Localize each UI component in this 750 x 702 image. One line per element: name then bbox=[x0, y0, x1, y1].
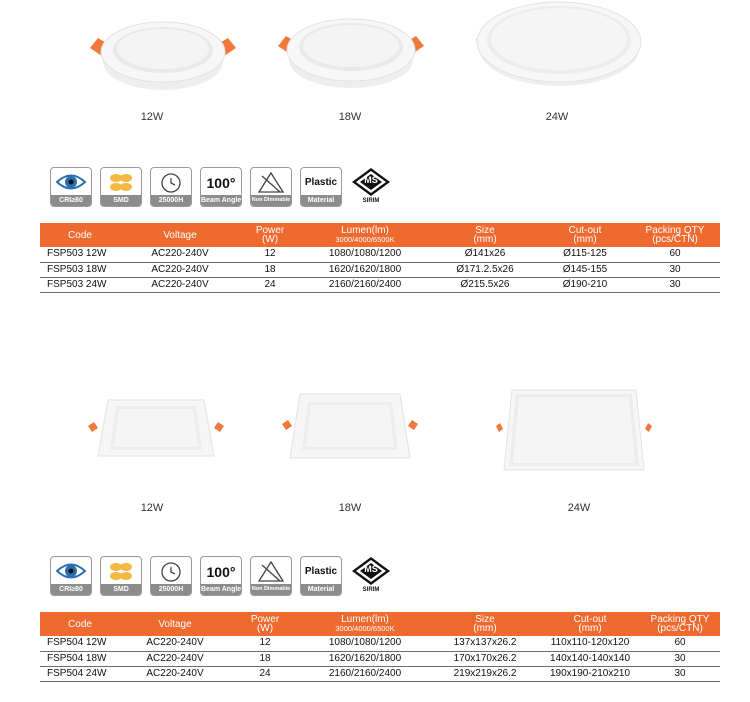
cell-power: 24 bbox=[240, 277, 300, 292]
table-row bbox=[40, 636, 720, 651]
led-chip-icon bbox=[104, 170, 138, 194]
cell-packing: 30 bbox=[630, 277, 720, 292]
cell-voltage: AC220-240V bbox=[120, 262, 240, 277]
cell-packing: 30 bbox=[640, 651, 720, 666]
lifetime-badge: 25000H bbox=[150, 556, 192, 596]
cell-lumen: 2160/2160/2400 bbox=[300, 666, 430, 681]
cell-power: 24 bbox=[230, 666, 300, 681]
col-power: Power (W) bbox=[240, 223, 300, 247]
cell-code: FSP503 12W bbox=[40, 247, 120, 262]
led-chip-icon bbox=[104, 559, 138, 583]
col-voltage: Voltage bbox=[120, 223, 240, 247]
cell-code: FSP504 24W bbox=[40, 666, 120, 681]
watt-label-24w: 24W bbox=[545, 111, 569, 123]
col-size: Size (mm) bbox=[430, 223, 540, 247]
cell-code: FSP503 24W bbox=[40, 277, 120, 292]
non-dimmable-icon bbox=[254, 170, 288, 194]
sirim-mark-text: MS bbox=[364, 175, 378, 185]
spec-table-fsp504 bbox=[40, 612, 720, 682]
cell-packing: 30 bbox=[630, 262, 720, 277]
watt-label-12w: 12W bbox=[140, 502, 164, 514]
cri-badge: CRI≥80 bbox=[50, 167, 92, 207]
col-packing: Packing QTY (pcs/CTN) bbox=[630, 223, 720, 247]
sirim-cert-mark bbox=[350, 167, 392, 207]
sirim-label: SIRIM bbox=[362, 587, 380, 593]
cell-cutout: Ø190-210 bbox=[540, 277, 630, 292]
beam-angle-badge: 100° Beam Angle bbox=[200, 556, 242, 596]
cell-packing: 30 bbox=[640, 666, 720, 681]
smd-badge: SMD bbox=[100, 556, 142, 596]
table-row bbox=[40, 666, 720, 681]
eye-icon bbox=[54, 559, 88, 583]
spec-table-fsp503 bbox=[40, 223, 720, 293]
cell-size: 170x170x26.2 bbox=[430, 651, 540, 666]
cell-cutout: Ø145-155 bbox=[540, 262, 630, 277]
non-dimmable-badge: Non Dimmable bbox=[250, 167, 292, 207]
cell-power: 18 bbox=[230, 651, 300, 666]
smd-badge: SMD bbox=[100, 167, 142, 207]
cell-cutout: 110x110-120x120 bbox=[540, 636, 640, 651]
cell-lumen: 1620/1620/1800 bbox=[300, 262, 430, 277]
cell-cutout: 190x190-210x210 bbox=[540, 666, 640, 681]
col-code: Code bbox=[40, 223, 120, 247]
col-power: Power (W) bbox=[230, 612, 300, 636]
round-panel-18w-image bbox=[276, 10, 426, 90]
cell-voltage: AC220-240V bbox=[120, 277, 240, 292]
cell-power: 12 bbox=[240, 247, 300, 262]
cell-code: FSP504 12W bbox=[40, 636, 120, 651]
cell-cutout: 140x140-140x140 bbox=[540, 651, 640, 666]
table-row bbox=[40, 651, 720, 666]
table-row bbox=[40, 262, 720, 277]
clock-icon bbox=[154, 559, 188, 583]
square-panel-18w-image bbox=[280, 390, 420, 466]
cell-voltage: AC220-240V bbox=[120, 247, 240, 262]
watt-label-24w: 24W bbox=[567, 502, 591, 514]
cell-voltage: AC220-240V bbox=[120, 651, 230, 666]
sirim-cert-mark bbox=[350, 556, 392, 596]
cell-power: 18 bbox=[240, 262, 300, 277]
col-lumen: Lumen(lm) 3000/4000/6500K bbox=[300, 612, 430, 636]
lifetime-badge: 25000H bbox=[150, 167, 192, 207]
table-row bbox=[40, 247, 720, 262]
cell-packing: 60 bbox=[640, 636, 720, 651]
square-panel-12w-image bbox=[86, 396, 226, 464]
cell-size: 219x219x26.2 bbox=[430, 666, 540, 681]
table-header-row bbox=[40, 612, 720, 636]
sirim-mark-text: MS bbox=[364, 564, 378, 574]
cell-code: FSP503 18W bbox=[40, 262, 120, 277]
cell-size: Ø215.5x26 bbox=[430, 277, 540, 292]
non-dimmable-icon bbox=[254, 559, 288, 583]
col-cutout: Cut-out (mm) bbox=[540, 223, 630, 247]
sirim-label: SIRIM bbox=[362, 198, 380, 204]
material-badge: Plastic Material bbox=[300, 167, 342, 207]
cell-cutout: Ø115-125 bbox=[540, 247, 630, 262]
non-dimmable-badge: Non Dimmable bbox=[250, 556, 292, 596]
watt-label-18w: 18W bbox=[338, 502, 362, 514]
cell-lumen: 1620/1620/1800 bbox=[300, 651, 430, 666]
cell-voltage: AC220-240V bbox=[120, 666, 230, 681]
col-cutout: Cut-out (mm) bbox=[540, 612, 640, 636]
cri-badge: CRI≥80 bbox=[50, 556, 92, 596]
col-voltage: Voltage bbox=[120, 612, 230, 636]
cell-power: 12 bbox=[230, 636, 300, 651]
round-panel-24w-image bbox=[474, 0, 644, 90]
clock-icon bbox=[154, 170, 188, 194]
cell-size: Ø141x26 bbox=[430, 247, 540, 262]
col-size: Size (mm) bbox=[430, 612, 540, 636]
cell-code: FSP504 18W bbox=[40, 651, 120, 666]
beam-angle-badge: 100° Beam Angle bbox=[200, 167, 242, 207]
watt-label-18w: 18W bbox=[338, 111, 362, 123]
cell-lumen: 2160/2160/2400 bbox=[300, 277, 430, 292]
cell-lumen: 1080/1080/1200 bbox=[300, 636, 430, 651]
cell-size: Ø171.2.5x26 bbox=[430, 262, 540, 277]
col-code: Code bbox=[40, 612, 120, 636]
material-badge: Plastic Material bbox=[300, 556, 342, 596]
round-panel-12w-image bbox=[88, 14, 238, 92]
table-row bbox=[40, 277, 720, 292]
col-packing: Packing QTY (pcs/CTN) bbox=[640, 612, 720, 636]
eye-icon bbox=[54, 170, 88, 194]
square-panel-24w-image bbox=[494, 386, 654, 476]
table-header-row bbox=[40, 223, 720, 247]
cell-size: 137x137x26.2 bbox=[430, 636, 540, 651]
cell-lumen: 1080/1080/1200 bbox=[300, 247, 430, 262]
cell-packing: 60 bbox=[630, 247, 720, 262]
cell-voltage: AC220-240V bbox=[120, 636, 230, 651]
watt-label-12w: 12W bbox=[140, 111, 164, 123]
col-lumen: Lumen(lm) 3000/4000/6500K bbox=[300, 223, 430, 247]
